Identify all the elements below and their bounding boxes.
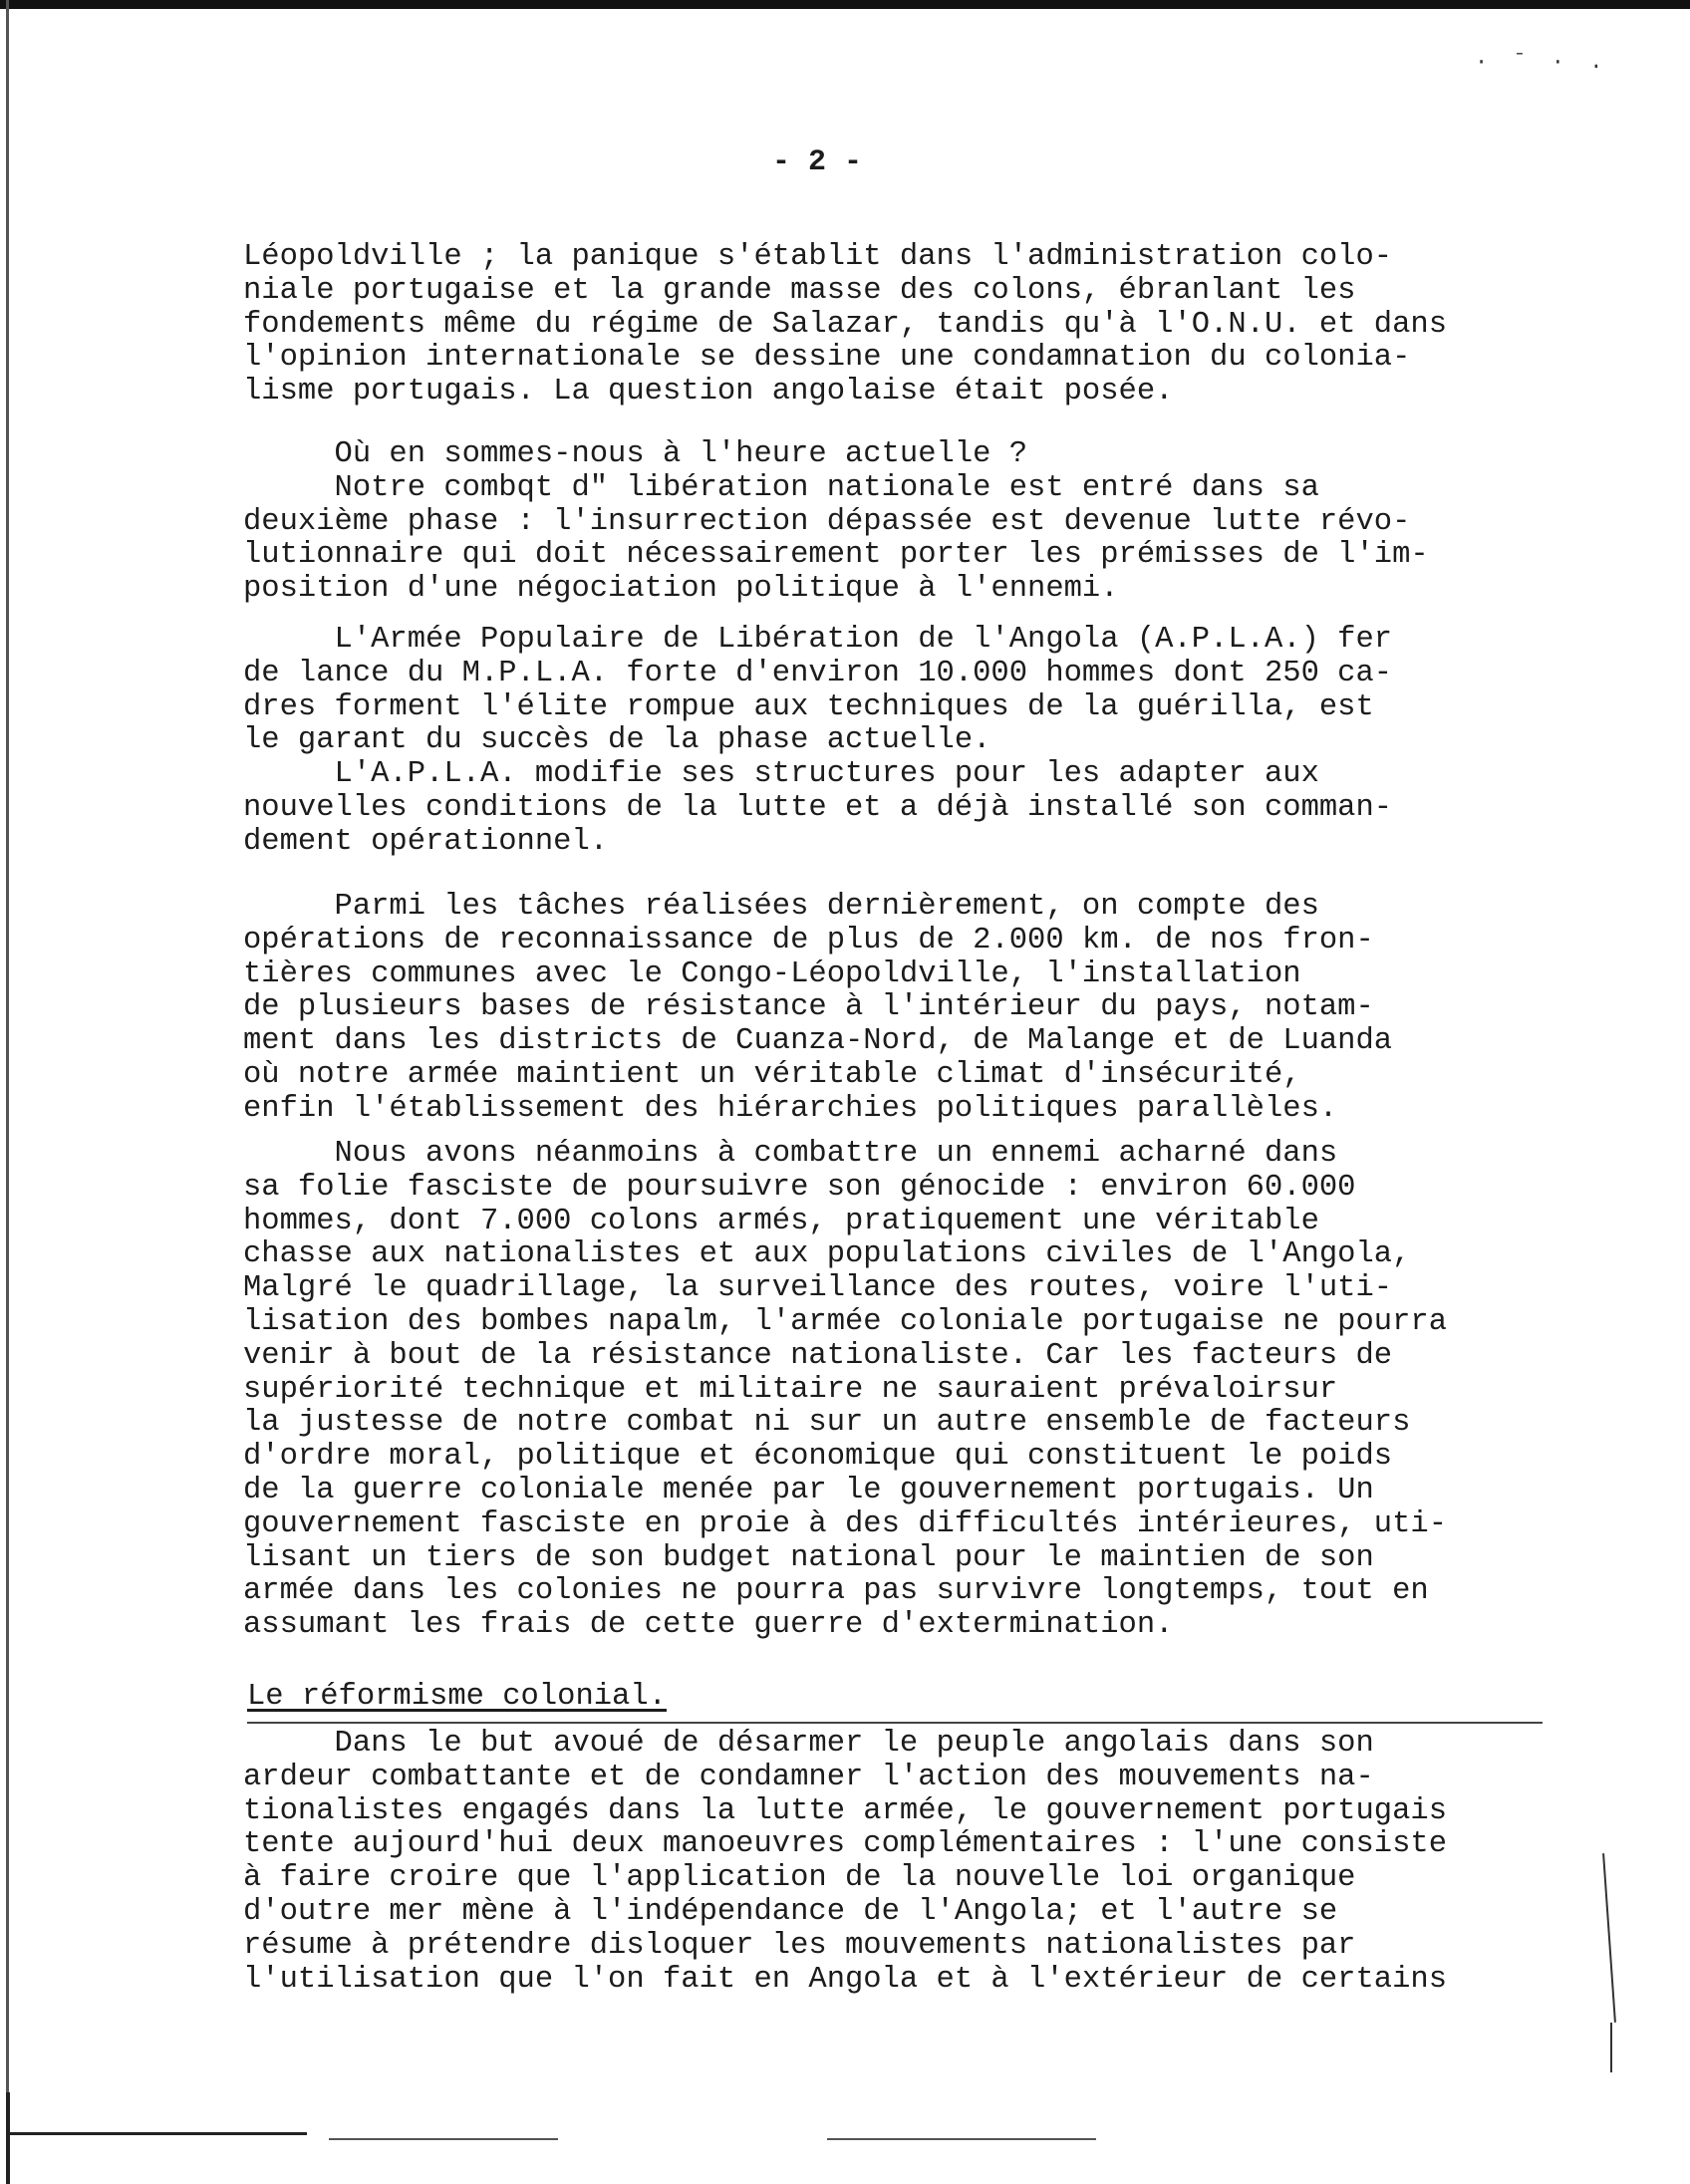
text-line: gouvernement fasciste en proie à des difficultés intérieures, uti- (243, 1506, 1447, 1541)
text-line: d'ordre moral, politique et économique qui constituent le poids (243, 1440, 1393, 1475)
text-line: de la guerre coloniale menée par le gouvernement portugais. Un (243, 1473, 1374, 1507)
page-number: - 2 - (771, 145, 862, 179)
text-line: de lance du M.P.L.A. forte d'environ 10.000 hommes dont 250 ca- (243, 656, 1393, 690)
text-line: assumant les frais de cette guerre d'extermination. (243, 1608, 1174, 1643)
text-line: venir à bout de la résistance nationaliste. Car les facteurs de (243, 1338, 1393, 1373)
text-line: L'A.P.L.A. modifie ses structures pour les adapter aux (243, 757, 1319, 792)
paragraph-5 (243, 1138, 1578, 1643)
text-line: supériorité technique et militaire ne sauraient prévaloirsur (243, 1372, 1338, 1407)
text-line: fondements même du régime de Salazar, tandis qu'à l'O.N.U. et dans (243, 307, 1447, 342)
text-line: tionalistes engagés dans la lutte armée, le gouvernement portugais (243, 1793, 1447, 1828)
text-line: lisation des bombes napalm, l'armée coloniale portugaise ne pourra (243, 1304, 1447, 1339)
text-line: la justesse de notre combat ni sur un autre ensemble de facteurs (243, 1406, 1411, 1441)
text-line: Dans le but avoué de désarmer le peuple angolais dans son (243, 1727, 1374, 1761)
text-line: Léopoldville ; la panique s'établit dans l'administration colo- (243, 240, 1393, 274)
text-line: où notre armée maintient un véritable climat d'insécurité, (243, 1057, 1301, 1092)
text-line: enfin l'établissement des hiérarchies politiques parallèles. (243, 1091, 1338, 1126)
section-heading: Le réformisme colonial. (247, 1680, 667, 1714)
scan-top-edge (0, 0, 1690, 9)
text-line: l'opinion internationale se dessine une condamnation du colonia- (243, 341, 1411, 376)
text-line: d'outre mer mène à l'indépendance de l'Angola; et l'autre se (243, 1894, 1338, 1929)
text-line: opérations de reconnaissance de plus de 2.000 km. de nos fron- (243, 923, 1374, 957)
text-line: de plusieurs bases de résistance à l'intérieur du pays, notam- (243, 990, 1374, 1025)
text-line: le garant du succès de la phase actuelle. (243, 723, 991, 758)
text-line: Où en sommes-nous à l'heure actuelle ? (243, 437, 1028, 471)
margin-pen-mark (1610, 2023, 1612, 2072)
text-line: à faire croire que l'application de la nouvelle loi organique (243, 1861, 1356, 1896)
text-line: lisant un tiers de son budget national pour le maintien de son (243, 1540, 1374, 1575)
text-line: niale portugaise et la grande masse des colons, ébranlant les (243, 273, 1356, 308)
scan-left-edge (6, 0, 9, 2092)
text-line: dres forment l'élite rompue aux techniques de la guérilla, est (243, 689, 1374, 724)
text-line: dement opérationnel. (243, 824, 609, 859)
paragraph-2 (243, 438, 1578, 607)
text-line: sa folie fasciste de poursuivre son génocide : environ 60.000 (243, 1170, 1356, 1205)
paragraph-3 (243, 624, 1578, 860)
text-line: position d'une négociation politique à l'ennemi. (243, 572, 1119, 607)
scan-dash-line (827, 2138, 1096, 2140)
scan-dash-line (329, 2138, 558, 2140)
margin-pen-mark (1602, 1853, 1616, 2023)
text-line: armée dans les colonies ne pourra pas survivre longtemps, tout en (243, 1574, 1429, 1609)
text-line: Notre combqt d" libération nationale est entré dans sa (243, 470, 1319, 505)
text-line: nouvelles conditions de la lutte et a déjà installé son comman- (243, 790, 1393, 825)
paragraph-1 (243, 241, 1578, 410)
text-line: Nous avons néanmoins à combattre un ennemi acharné dans (243, 1137, 1338, 1171)
text-line: Parmi les tâches réalisées dernièrement, on compte des (243, 890, 1319, 924)
heading-rule-line (247, 1722, 1543, 1724)
text-line: tente aujourd'hui deux manoeuvres complémentaires : l'une consiste (243, 1827, 1447, 1862)
scan-bottom-edge (8, 2132, 307, 2135)
paragraph-6 (243, 1728, 1578, 1997)
text-line: deuxième phase : l'insurrection dépassée est devenue lutte révo- (243, 504, 1411, 539)
paragraph-4 (243, 891, 1578, 1127)
text-line: ardeur combattante et de condamner l'action des mouvements na- (243, 1760, 1374, 1794)
text-line: résume à prétendre disloquer les mouvements nationalistes par (243, 1928, 1356, 1963)
text-line: l'utilisation que l'on fait en Angola et à l'extérieur de certains (243, 1962, 1447, 1997)
text-line: lisme portugais. La question angolaise était posée. (243, 375, 1174, 410)
text-line: hommes, dont 7.000 colons armés, pratiquement une véritable (243, 1204, 1319, 1238)
corner-marks: · ˉ · . (1475, 50, 1609, 75)
text-line: tières communes avec le Congo-Léopoldville, l'installation (243, 956, 1301, 991)
text-line: ment dans les districts de Cuanza-Nord, de Malange et de Luanda (243, 1024, 1393, 1059)
text-line: lutionnaire qui doit nécessairement porter les prémisses de l'im- (243, 538, 1429, 573)
scan-bottom-left-edge (6, 2092, 10, 2184)
text-line: L'Armée Populaire de Libération de l'Angola (A.P.L.A.) fer (243, 623, 1393, 657)
text-line: Malgré le quadrillage, la surveillance des routes, voire l'uti- (243, 1271, 1393, 1306)
text-line: chasse aux nationalistes et aux populations civiles de l'Angola, (243, 1237, 1411, 1272)
